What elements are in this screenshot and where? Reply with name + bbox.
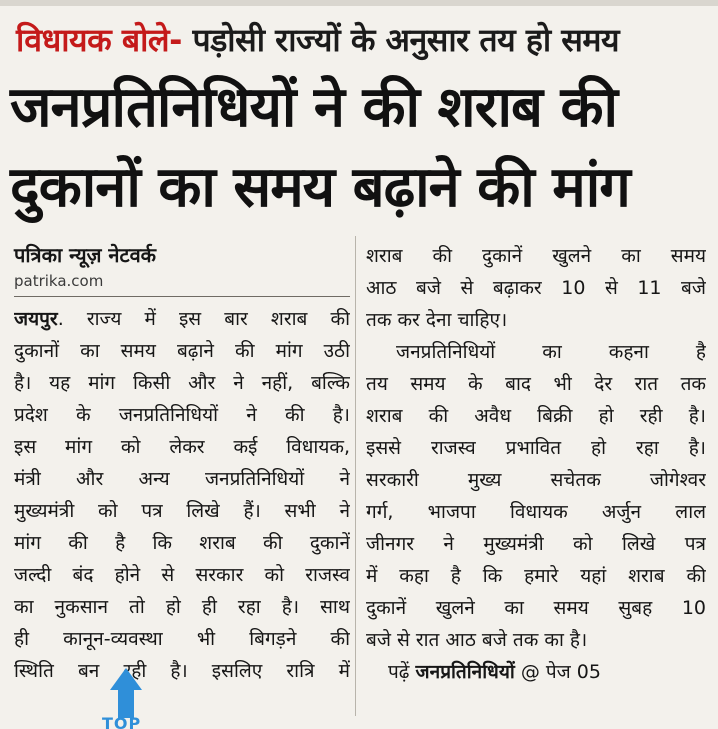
headline-line-2: दुकानों का समय बढ़ाने की मांग: [10, 155, 630, 220]
body-line: सरकारी मुख्य सचेतक जोगेश्वर: [366, 469, 706, 491]
body-line: तक कर देना चाहिए।: [366, 309, 508, 331]
continuation-suffix: @ पेज 05: [520, 661, 601, 683]
body-line: इससे राजस्व प्रभावित हो रहा है।: [366, 437, 706, 459]
body-line: शराब की अवैध बिक्री हो रही है।: [366, 405, 706, 427]
kicker-text: पड़ोसी राज्यों के अनुसार तय हो समय: [192, 21, 620, 59]
right-column: [366, 240, 706, 688]
continuation-prefix: पढ़ें: [388, 661, 410, 683]
body-line: प्रदेश के जनप्रतिनिधियों ने की है।: [14, 404, 350, 426]
body-line: स्थिति बन रही है। इसलिए रात्रि में: [14, 660, 350, 682]
body-text: . राज्य में इस बार शराब की: [57, 308, 350, 330]
back-to-top-label: TOP: [102, 714, 142, 729]
top-rule: [0, 0, 718, 6]
body-line: का नुकसान तो हो ही रहा है। साथ: [14, 596, 350, 618]
byline: पत्रिका न्यूज़ नेटवर्क: [14, 243, 157, 267]
kicker-label: विधायक बोले-: [16, 21, 182, 59]
body-line: गर्ग, भाजपा विधायक अर्जुन लाल: [366, 501, 706, 523]
back-to-top-button[interactable]: [96, 668, 156, 729]
body-line: है। यह मांग किसी और ने नहीं, बल्कि: [14, 372, 350, 394]
body-line: इस मांग को लेकर कई विधायक,: [14, 436, 350, 458]
dateline: जयपुर: [14, 308, 58, 330]
headline: [10, 68, 710, 228]
continuation-ref[interactable]: [366, 656, 706, 688]
body-line: मुख्यमंत्री को पत्र लिखे हैं। सभी ने: [14, 500, 350, 522]
body-line: ही कानून-व्यवस्था भी बिगड़ने की: [14, 628, 350, 650]
body-line: मांग की है कि शराब की दुकानें: [14, 532, 350, 554]
body-line: [14, 303, 350, 335]
body-line: तय समय के बाद भी देर रात तक: [366, 373, 706, 395]
body-line: दुकानों का समय बढ़ाने की मांग उठी: [14, 340, 350, 362]
body-line: मंत्री और अन्य जनप्रतिनिधियों ने: [14, 468, 350, 490]
left-column: [14, 240, 350, 687]
body-line: दुकानें खुलने का समय सुबह 10: [366, 597, 706, 619]
source-link: patrika.com: [14, 272, 104, 290]
continuation-keyword: जनप्रतिनिधियों: [415, 661, 515, 683]
kicker: [16, 14, 706, 66]
body-line: शराब की दुकानें खुलने का समय: [366, 245, 706, 267]
arrow-up-icon: [110, 668, 142, 690]
body-line: में कहा है कि हमारे यहां शराब की: [366, 565, 706, 587]
byline-divider: [14, 296, 350, 297]
body-line: बजे से रात आठ बजे तक का है।: [366, 629, 588, 651]
body-line: जीनगर ने मुख्यमंत्री को लिखे पत्र: [366, 533, 706, 555]
body-line: जल्दी बंद होने से सरकार को राजस्व: [14, 564, 350, 586]
body-line: जनप्रतिनिधियों का कहना है: [396, 341, 706, 363]
headline-line-1: जनप्रतिनिधियों ने की शराब की: [10, 75, 617, 140]
column-divider: [355, 236, 356, 716]
body-line: आठ बजे से बढ़ाकर 10 से 11 बजे: [366, 277, 706, 299]
